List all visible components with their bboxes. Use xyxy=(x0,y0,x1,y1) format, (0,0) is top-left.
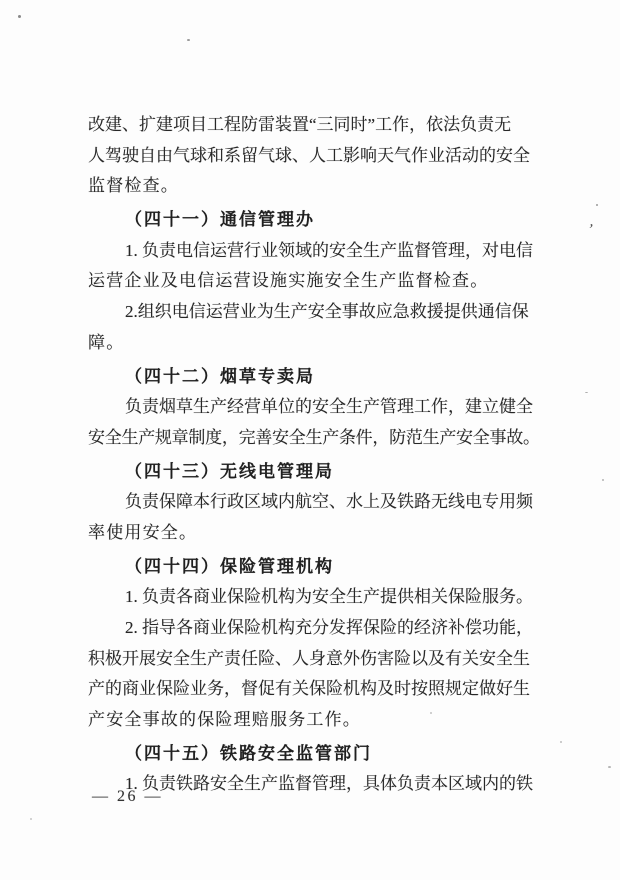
text-line: 改建、扩建项目工程防雷装置“三同时”工作，依法负责无 xyxy=(88,115,512,134)
page-number: — 26 — xyxy=(92,788,163,805)
scan-speck xyxy=(596,204,598,206)
section-heading: （四十二）烟草专卖局 xyxy=(125,366,315,386)
scan-speck xyxy=(602,479,604,481)
text-line: 2.组织电信运营业为生产安全事故应急救援提供通信保 xyxy=(125,302,529,322)
scan-speck xyxy=(430,712,432,714)
text-line: 1. 负责电信运营行业领域的安全生产监督管理，对电信 xyxy=(125,240,533,260)
section-heading: （四十五）铁路安全监管部门 xyxy=(125,743,372,763)
text-line: 障。 xyxy=(88,332,125,352)
text-line: 负责保障本行政区域内航空、水上及铁路无线电专用频 xyxy=(125,492,533,512)
text-line: 2. 指导各商业保险机构充分发挥保险的经济补偿功能， xyxy=(125,618,533,637)
document-text-block xyxy=(88,110,540,800)
text-line: 1. 负责铁路安全生产监督管理，具体负责本区域内的铁 xyxy=(125,774,533,794)
text-line: 率使用安全。 xyxy=(88,522,198,542)
text-line: 积极开展安全生产责任险、人身意外伤害险以及有关安全生 xyxy=(88,648,530,668)
scan-speck xyxy=(187,39,190,41)
text-line: 产的商业保险业务，督促有关保险机构及时按照规定做好生 xyxy=(88,679,530,699)
text-line: 运营企业及电信运营设施实施安全生产监督检查。 xyxy=(88,271,489,291)
section-heading: （四十一）通信管理办 xyxy=(125,210,315,230)
section-heading: （四十三）无线电管理局 xyxy=(125,461,334,481)
scan-speck xyxy=(608,766,611,768)
scan-speck xyxy=(560,741,562,743)
scan-stray-mark: ’ xyxy=(586,221,595,239)
text-line: 产安全事故的保险理赔服务工作。 xyxy=(88,710,361,730)
scan-speck xyxy=(30,818,32,820)
text-line: 安全生产规章制度，完善安全生产条件，防范生产安全事故。 xyxy=(88,427,540,447)
scan-speck xyxy=(18,15,21,18)
scan-speck xyxy=(585,392,588,393)
text-line: 负责烟草生产经营单位的安全生产管理工作，建立健全 xyxy=(125,397,533,417)
text-line: 人驾驶自由气球和系留气球、人工影响天气作业活动的安全 xyxy=(88,145,530,165)
text-line: 1. 负责各商业保险机构为安全生产提供相关保险服务。 xyxy=(125,587,533,607)
section-heading: （四十四）保险管理机构 xyxy=(125,556,334,576)
text-line: 监督检查。 xyxy=(88,176,179,196)
